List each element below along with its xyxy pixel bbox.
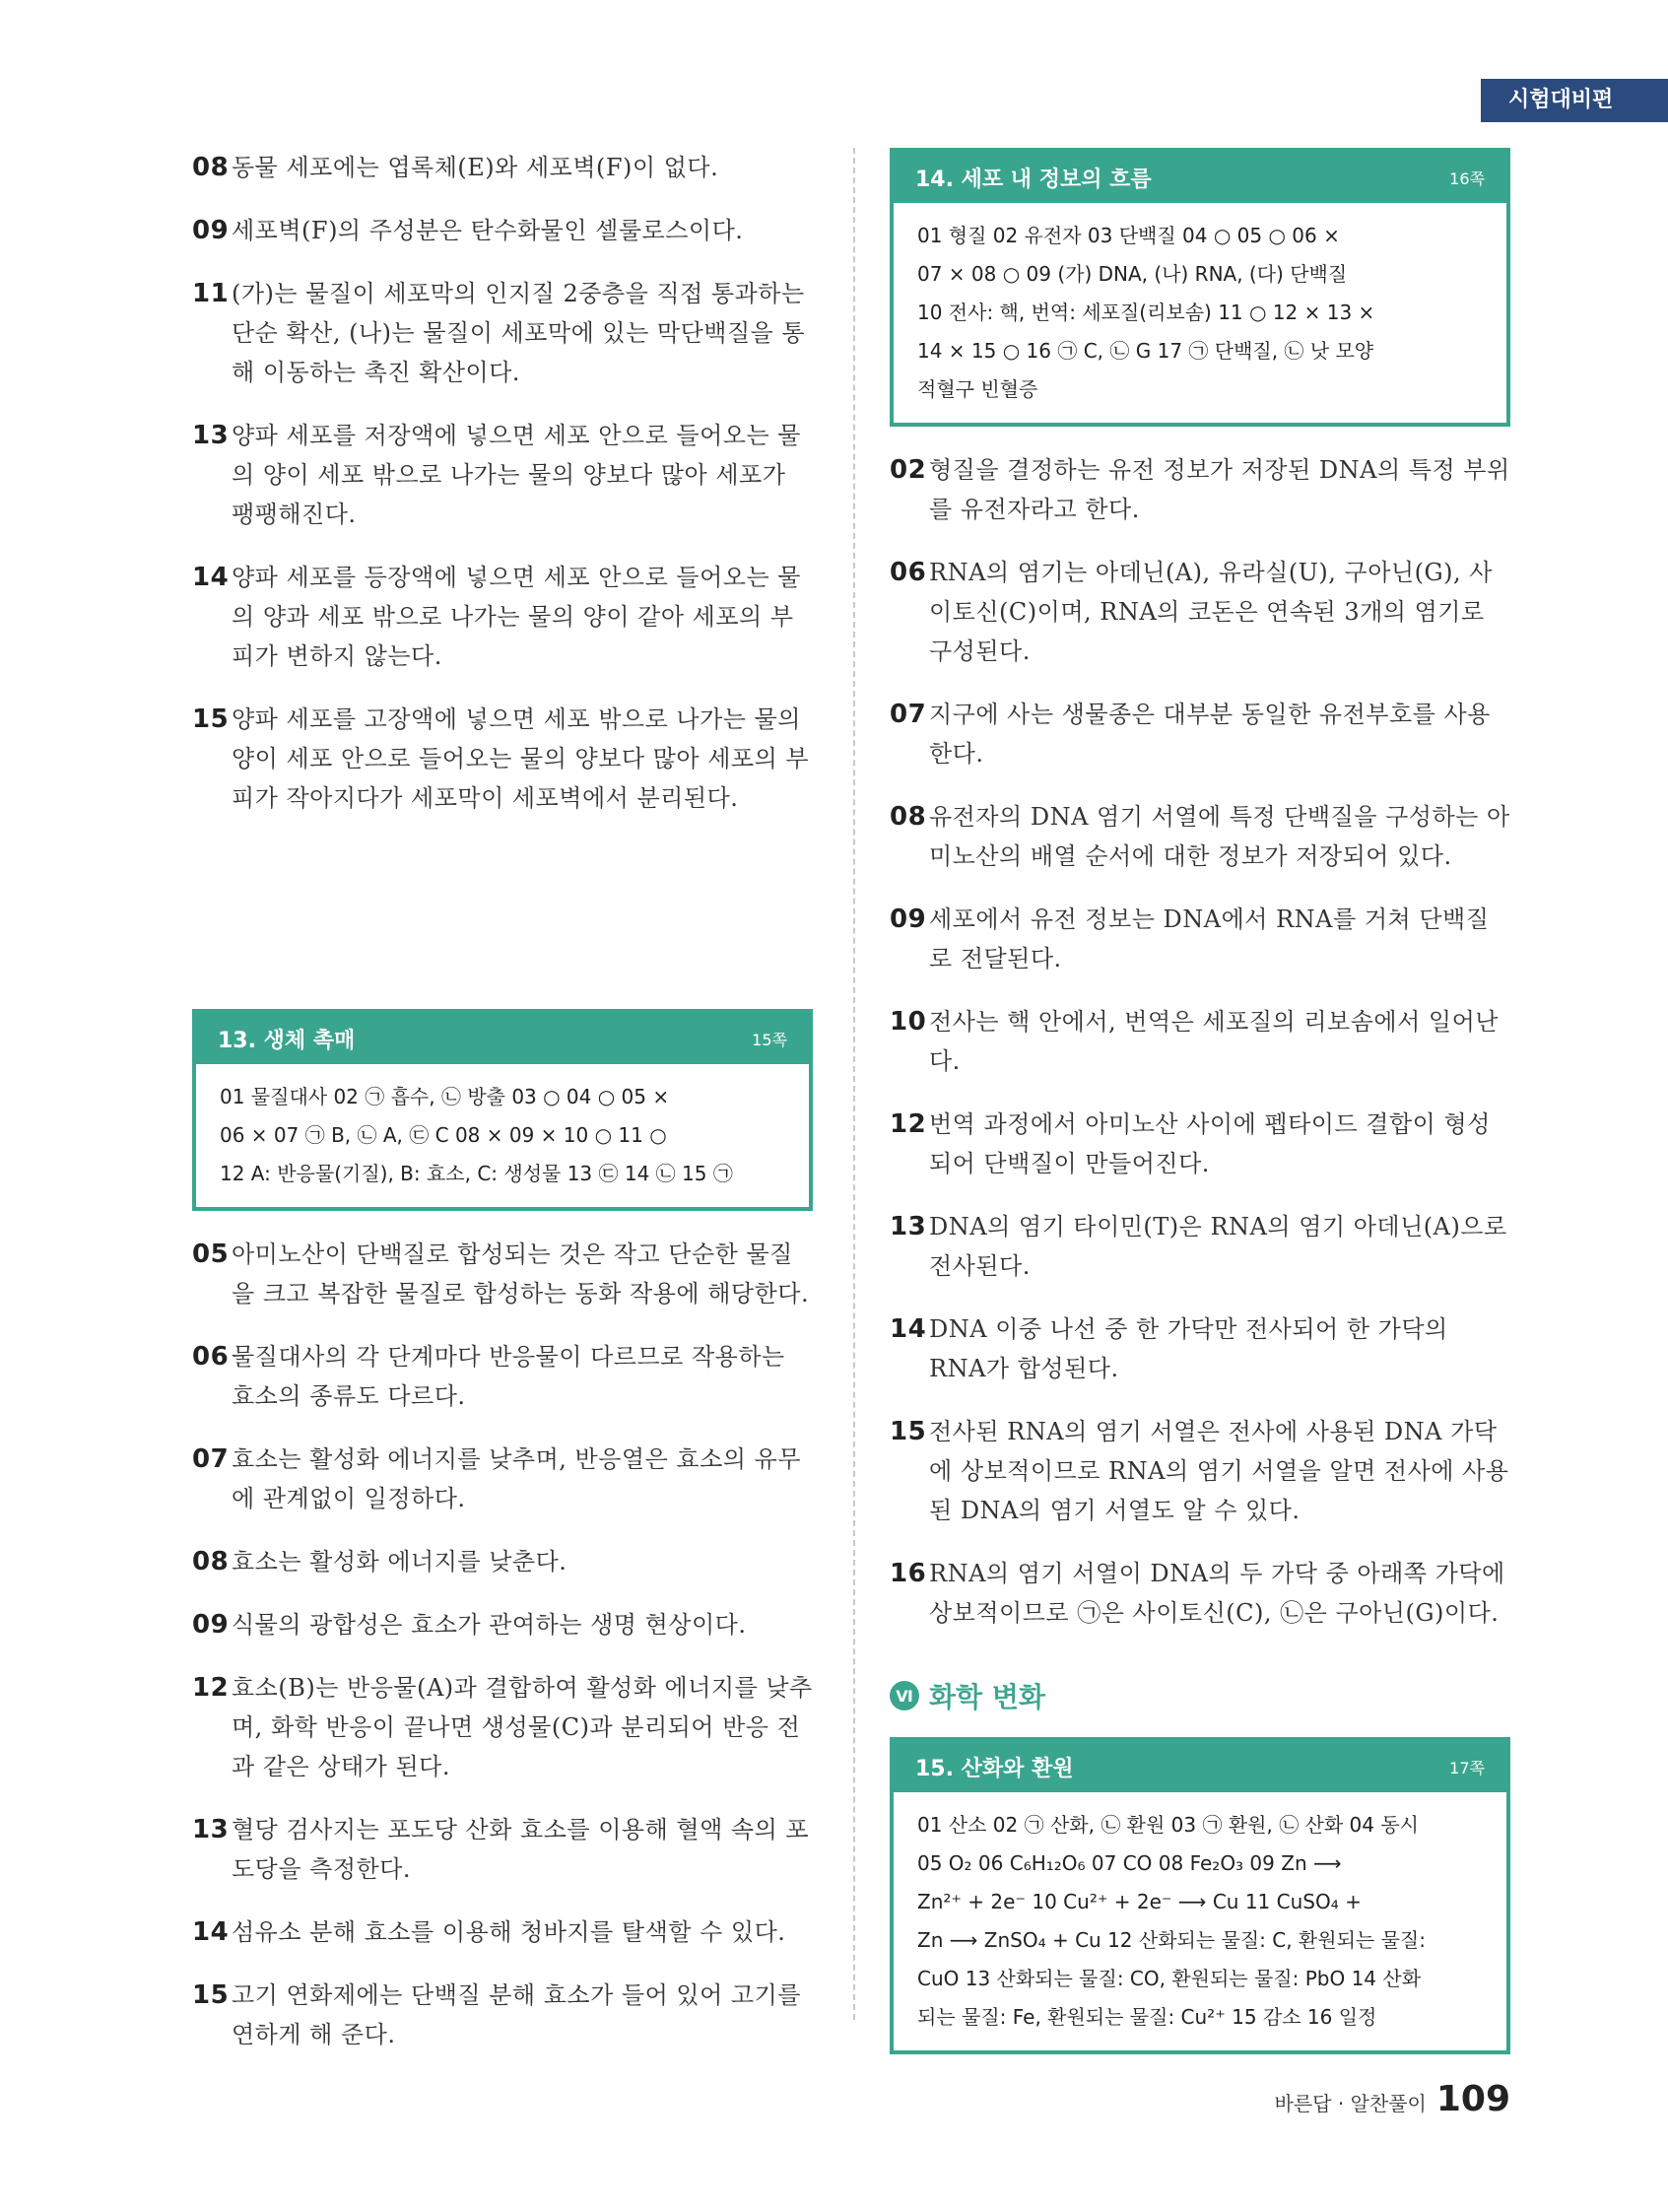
left-column — [192, 148, 813, 2078]
explanation-item — [192, 1976, 813, 2054]
explanation-item — [192, 1440, 813, 1518]
item-text: RNA의 염기는 아데닌(A), 유라실(U), 구아닌(G), 사이토신(C)이며, RNA의 코돈은 연속된 3개의 염기로 구성된다. — [929, 559, 1493, 665]
answer-box-title: 14. 세포 내 정보의 흐름 — [915, 167, 1152, 192]
item-text: 양파 세포를 저장액에 넣으면 세포 안으로 들어오는 물의 양이 세포 밖으로 나가는 물의 양보다 많아 세포가 팽팽해진다. — [232, 422, 801, 528]
column-divider — [853, 148, 855, 2020]
answer-line: 05 O₂ 06 C₆H₁₂O₆ 07 CO 08 Fe₂O₃ 09 Zn ⟶ — [917, 1851, 1342, 1875]
item-number: 12 — [890, 1109, 927, 1139]
left-answer-list-a — [192, 148, 813, 818]
answer-box-14 — [890, 148, 1510, 427]
explanation-item — [192, 1542, 813, 1581]
explanation-item — [890, 1412, 1510, 1530]
explanation-item — [890, 1554, 1510, 1633]
answer-line: 14 × 15 ○ 16 ㉠ C, ㉡ G 17 ㉠ 단백질, ㉡ 낫 모양 — [917, 339, 1374, 363]
answer-box-15 — [890, 1737, 1510, 2054]
explanation-item — [192, 1810, 813, 1889]
section-heading — [890, 1676, 1510, 1715]
item-text: 형질을 결정하는 유전 정보가 저장된 DNA의 특정 부위를 유전자라고 한다. — [929, 456, 1510, 523]
item-text: 양파 세포를 고장액에 넣으면 세포 밖으로 나가는 물의 양이 세포 안으로 들어오는 물의 양보다 많아 세포의 부피가 작아지다가 세포막이 세포벽에서 분리된다. — [232, 705, 810, 812]
item-number: 09 — [192, 216, 230, 245]
explanation-item — [890, 695, 1510, 773]
answer-line: 10 전사: 핵, 번역: 세포질(리보솜) 11 ○ 12 × 13 × — [917, 301, 1375, 324]
answer-box-body — [894, 203, 1506, 423]
item-text: (가)는 물질이 세포막의 인지질 2중층을 직접 통과하는 단순 확산, (나)는 물질이 세포막에 있는 막단백질을 통해 이동하는 촉진 확산이다. — [232, 280, 806, 386]
explanation-item — [192, 1668, 813, 1786]
explanation-item — [192, 1605, 813, 1644]
right-column — [890, 148, 1510, 2078]
item-number: 08 — [192, 1547, 230, 1576]
item-text: 효소(B)는 반응물(A)과 결합하여 활성화 에너지를 낮추며, 화학 반응이 끝나면 생성물(C)과 분리되어 반응 전과 같은 상태가 된다. — [232, 1674, 813, 1780]
item-text: 혈당 검사지는 포도당 산화 효소를 이용해 혈액 속의 포도당을 측정한다. — [232, 1816, 810, 1883]
item-number: 02 — [890, 455, 927, 485]
answer-line: 01 형질 02 유전자 03 단백질 04 ○ 05 ○ 06 × — [917, 224, 1340, 247]
answer-box-body — [894, 1792, 1506, 2050]
item-text: 세포벽(F)의 주성분은 탄수화물인 셀룰로스이다. — [232, 217, 744, 244]
answer-line: 적혈구 빈혈증 — [917, 377, 1038, 401]
item-number: 12 — [192, 1673, 230, 1703]
item-number: 08 — [192, 153, 230, 182]
item-text: 전사는 핵 안에서, 번역은 세포질의 리보솜에서 일어난다. — [929, 1008, 1499, 1075]
answer-line: 12 A: 반응물(기질), B: 효소, C: 생성물 13 ㉢ 14 ㉡ 15 ㉠ — [220, 1162, 733, 1185]
section-tab: 시험대비편 — [1481, 79, 1668, 122]
explanation-item — [192, 558, 813, 676]
item-text: 번역 과정에서 아미노산 사이에 펩타이드 결합이 형성되어 단백질이 만들어진다. — [929, 1110, 1491, 1177]
explanation-item — [890, 900, 1510, 978]
explanation-item — [192, 700, 813, 818]
answer-line: Zn ⟶ ZnSO₄ + Cu 12 산화되는 물질: C, 환원되는 물질: — [917, 1928, 1426, 1952]
explanation-item — [192, 1912, 813, 1952]
item-number: 07 — [192, 1444, 230, 1474]
item-number: 08 — [890, 802, 927, 832]
item-text: 아미노산이 단백질로 합성되는 것은 작고 단순한 물질을 크고 복잡한 물질로 합성하는 동화 작용에 해당한다. — [232, 1240, 810, 1307]
explanation-item — [192, 416, 813, 534]
explanation-item — [192, 1235, 813, 1313]
right-answer-list — [890, 450, 1510, 1633]
item-text: 식물의 광합성은 효소가 관여하는 생명 현상이다. — [232, 1611, 747, 1639]
footer-text: 바른답 · 알찬풀이 — [1274, 2092, 1427, 2115]
answer-box-13 — [192, 1009, 813, 1211]
explanation-item — [890, 1002, 1510, 1081]
item-number: 05 — [192, 1240, 230, 1269]
explanation-item — [890, 1309, 1510, 1388]
answer-box-header — [196, 1013, 809, 1064]
item-text: 지구에 사는 생물종은 대부분 동일한 유전부호를 사용한다. — [929, 701, 1491, 768]
item-number: 16 — [890, 1559, 927, 1588]
item-text: RNA의 염기 서열이 DNA의 두 가닥 중 아래쪽 가닥에 상보적이므로 ㉠은 사이토신(C), ㉡은 구아닌(G)이다. — [929, 1560, 1505, 1627]
section-label: 화학 변화 — [929, 1681, 1045, 1713]
item-number: 15 — [192, 1980, 230, 2010]
item-text: DNA 이중 나선 중 한 가닥만 전사되어 한 가닥의 RNA가 합성된다. — [929, 1315, 1448, 1382]
left-answer-list-b — [192, 1235, 813, 2054]
item-number: 13 — [192, 421, 230, 450]
answer-line: 되는 물질: Fe, 환원되는 물질: Cu²⁺ 15 감소 16 일정 — [917, 2005, 1377, 2029]
item-number: 14 — [192, 1917, 230, 1947]
item-number: 14 — [192, 563, 230, 592]
item-text: DNA의 염기 타이민(T)은 RNA의 염기 아데닌(A)으로 전사된다. — [929, 1213, 1507, 1280]
item-number: 06 — [192, 1342, 230, 1372]
page-footer — [1275, 2079, 1510, 2119]
section-number-badge: Ⅵ — [890, 1681, 919, 1710]
item-text: 효소는 활성화 에너지를 낮추며, 반응열은 효소의 유무에 관계없이 일정하다. — [232, 1445, 801, 1512]
item-text: 효소는 활성화 에너지를 낮춘다. — [232, 1548, 567, 1575]
explanation-item — [890, 797, 1510, 876]
item-text: 양파 세포를 등장액에 넣으면 세포 안으로 들어오는 물의 양과 세포 밖으로 나가는 물의 양이 같아 세포의 부피가 변하지 않는다. — [232, 564, 801, 670]
item-number: 13 — [192, 1815, 230, 1844]
item-number: 15 — [890, 1417, 927, 1446]
item-number: 09 — [192, 1610, 230, 1640]
answer-box-page: 16쪽 — [1449, 168, 1485, 188]
explanation-item — [192, 274, 813, 392]
item-number: 11 — [192, 279, 230, 308]
item-text: 섬유소 분해 효소를 이용해 청바지를 탈색할 수 있다. — [232, 1918, 786, 1946]
page-number: 109 — [1435, 2079, 1510, 2119]
explanation-item — [192, 148, 813, 187]
item-number: 15 — [192, 704, 230, 734]
explanation-item — [890, 553, 1510, 671]
answer-box-body — [196, 1064, 809, 1207]
item-number: 13 — [890, 1212, 927, 1241]
answer-box-header — [894, 152, 1506, 203]
answer-box-title: 13. 생체 촉매 — [218, 1028, 356, 1053]
explanation-item — [890, 1207, 1510, 1286]
item-text: 유전자의 DNA 염기 서열에 특정 단백질을 구성하는 아미노산의 배열 순서에 대한 정보가 저장되어 있다. — [929, 803, 1510, 870]
answer-line: 01 물질대사 02 ㉠ 흡수, ㉡ 방출 03 ○ 04 ○ 05 × — [220, 1085, 670, 1108]
explanation-item — [890, 450, 1510, 529]
explanation-item — [890, 1105, 1510, 1183]
answer-box-header — [894, 1741, 1506, 1792]
item-text: 전사된 RNA의 염기 서열은 전사에 사용된 DNA 가닥에 상보적이므로 RNA의 염기 서열을 알면 전사에 사용된 DNA의 염기 서열도 알 수 있다. — [929, 1418, 1509, 1524]
answer-line: CuO 13 산화되는 물질: CO, 환원되는 물질: PbO 14 산화 — [917, 1967, 1422, 1990]
item-number: 07 — [890, 700, 927, 729]
item-text: 고기 연화제에는 단백질 분해 효소가 들어 있어 고기를 연하게 해 준다. — [232, 1981, 801, 2048]
item-text: 동물 세포에는 엽록체(E)와 세포벽(F)이 없다. — [232, 154, 719, 181]
item-number: 06 — [890, 558, 927, 587]
answer-box-page: 15쪽 — [752, 1030, 787, 1049]
explanation-item — [192, 1337, 813, 1416]
item-number: 14 — [890, 1314, 927, 1344]
answer-box-title: 15. 산화와 환원 — [915, 1756, 1074, 1781]
answer-line: 01 산소 02 ㉠ 산화, ㉡ 환원 03 ㉠ 환원, ㉡ 산화 04 동시 — [917, 1813, 1419, 1837]
answer-line: 07 × 08 ○ 09 (가) DNA, (나) RNA, (다) 단백질 — [917, 262, 1348, 286]
answer-line: 06 × 07 ㉠ B, ㉡ A, ㉢ C 08 × 09 × 10 ○ 11 ○ — [220, 1123, 667, 1147]
item-number: 10 — [890, 1007, 927, 1037]
answer-box-page: 17쪽 — [1449, 1758, 1485, 1777]
item-text: 물질대사의 각 단계마다 반응물이 다르므로 작용하는 효소의 종류도 다르다. — [232, 1343, 785, 1410]
explanation-item — [192, 211, 813, 250]
answer-line: Zn²⁺ + 2e⁻ 10 Cu²⁺ + 2e⁻ ⟶ Cu 11 CuSO₄ + — [917, 1890, 1362, 1913]
item-text: 세포에서 유전 정보는 DNA에서 RNA를 거쳐 단백질로 전달된다. — [929, 905, 1490, 972]
item-number: 09 — [890, 905, 927, 934]
